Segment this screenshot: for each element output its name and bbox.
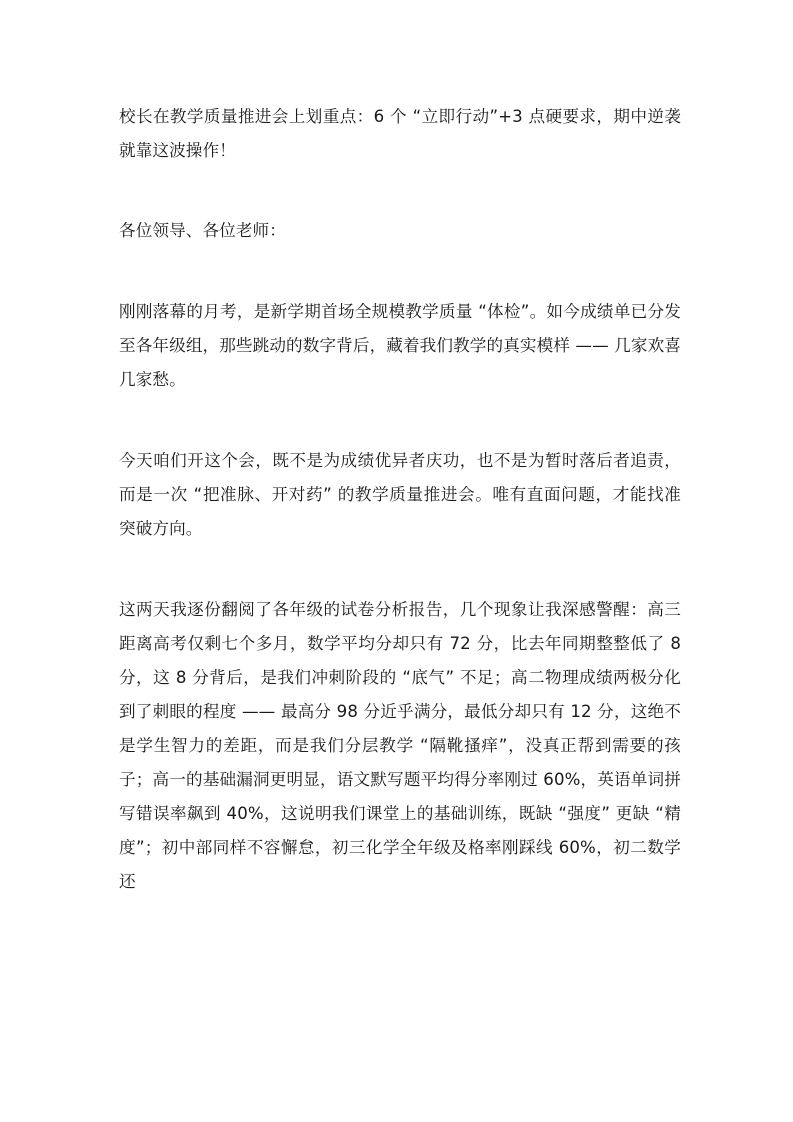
paragraph-purpose: 今天咱们开这个会，既不是为成绩优异者庆功，也不是为暂时落后者追责，而是一次 “把准脉、开对药” 的教学质量推进会。唯有直面问题，才能找准突破方向。 xyxy=(119,451,681,538)
spacer xyxy=(119,397,681,444)
document-title: 校长在教学质量推进会上划重点：6 个 “立即行动”+3 点硬要求，期中逆袭就靠这波操作！ xyxy=(119,107,681,160)
spacer xyxy=(119,546,681,593)
salutation: 各位领导、各位老师： xyxy=(119,221,286,240)
paragraph-analysis: 这两天我逐份翻阅了各年级的试卷分析报告，几个现象让我深感警醒：高三距离高考仅剩七个多月，数学平均分却只有 72 分，比去年同期整整低了 8 分，这 8 分背后，是我们冲刺阶段的 “底气” 不足；高二物理成绩两极分化到了刺眼的程度 —— 最高分 98 分近乎满分，最低分却只有 12 分，这绝不是学生智力的差距，而是我们分层教学 “隔靴搔痒”，没真正帮到需要的孩子；高一的基础漏洞更明显，语文默写题平均得分率刚过 60%，英语单词拼写错误率飙到 40%，这说明我们课堂上的基础训练，既缺 “强度” 更缺 “精度”；初中部同样不容懈怠，初三化学全年级及格率刚踩线 60%，初二数学还 xyxy=(119,600,681,891)
spacer xyxy=(119,248,681,295)
document-page xyxy=(119,100,681,899)
spacer xyxy=(119,168,681,214)
paragraph-intro: 刚刚落幕的月考，是新学期首场全规模教学质量 “体检”。如今成绩单已分发至各年级组，那些跳动的数字背后，藏着我们教学的真实模样 —— 几家欢喜几家愁。 xyxy=(119,302,681,389)
